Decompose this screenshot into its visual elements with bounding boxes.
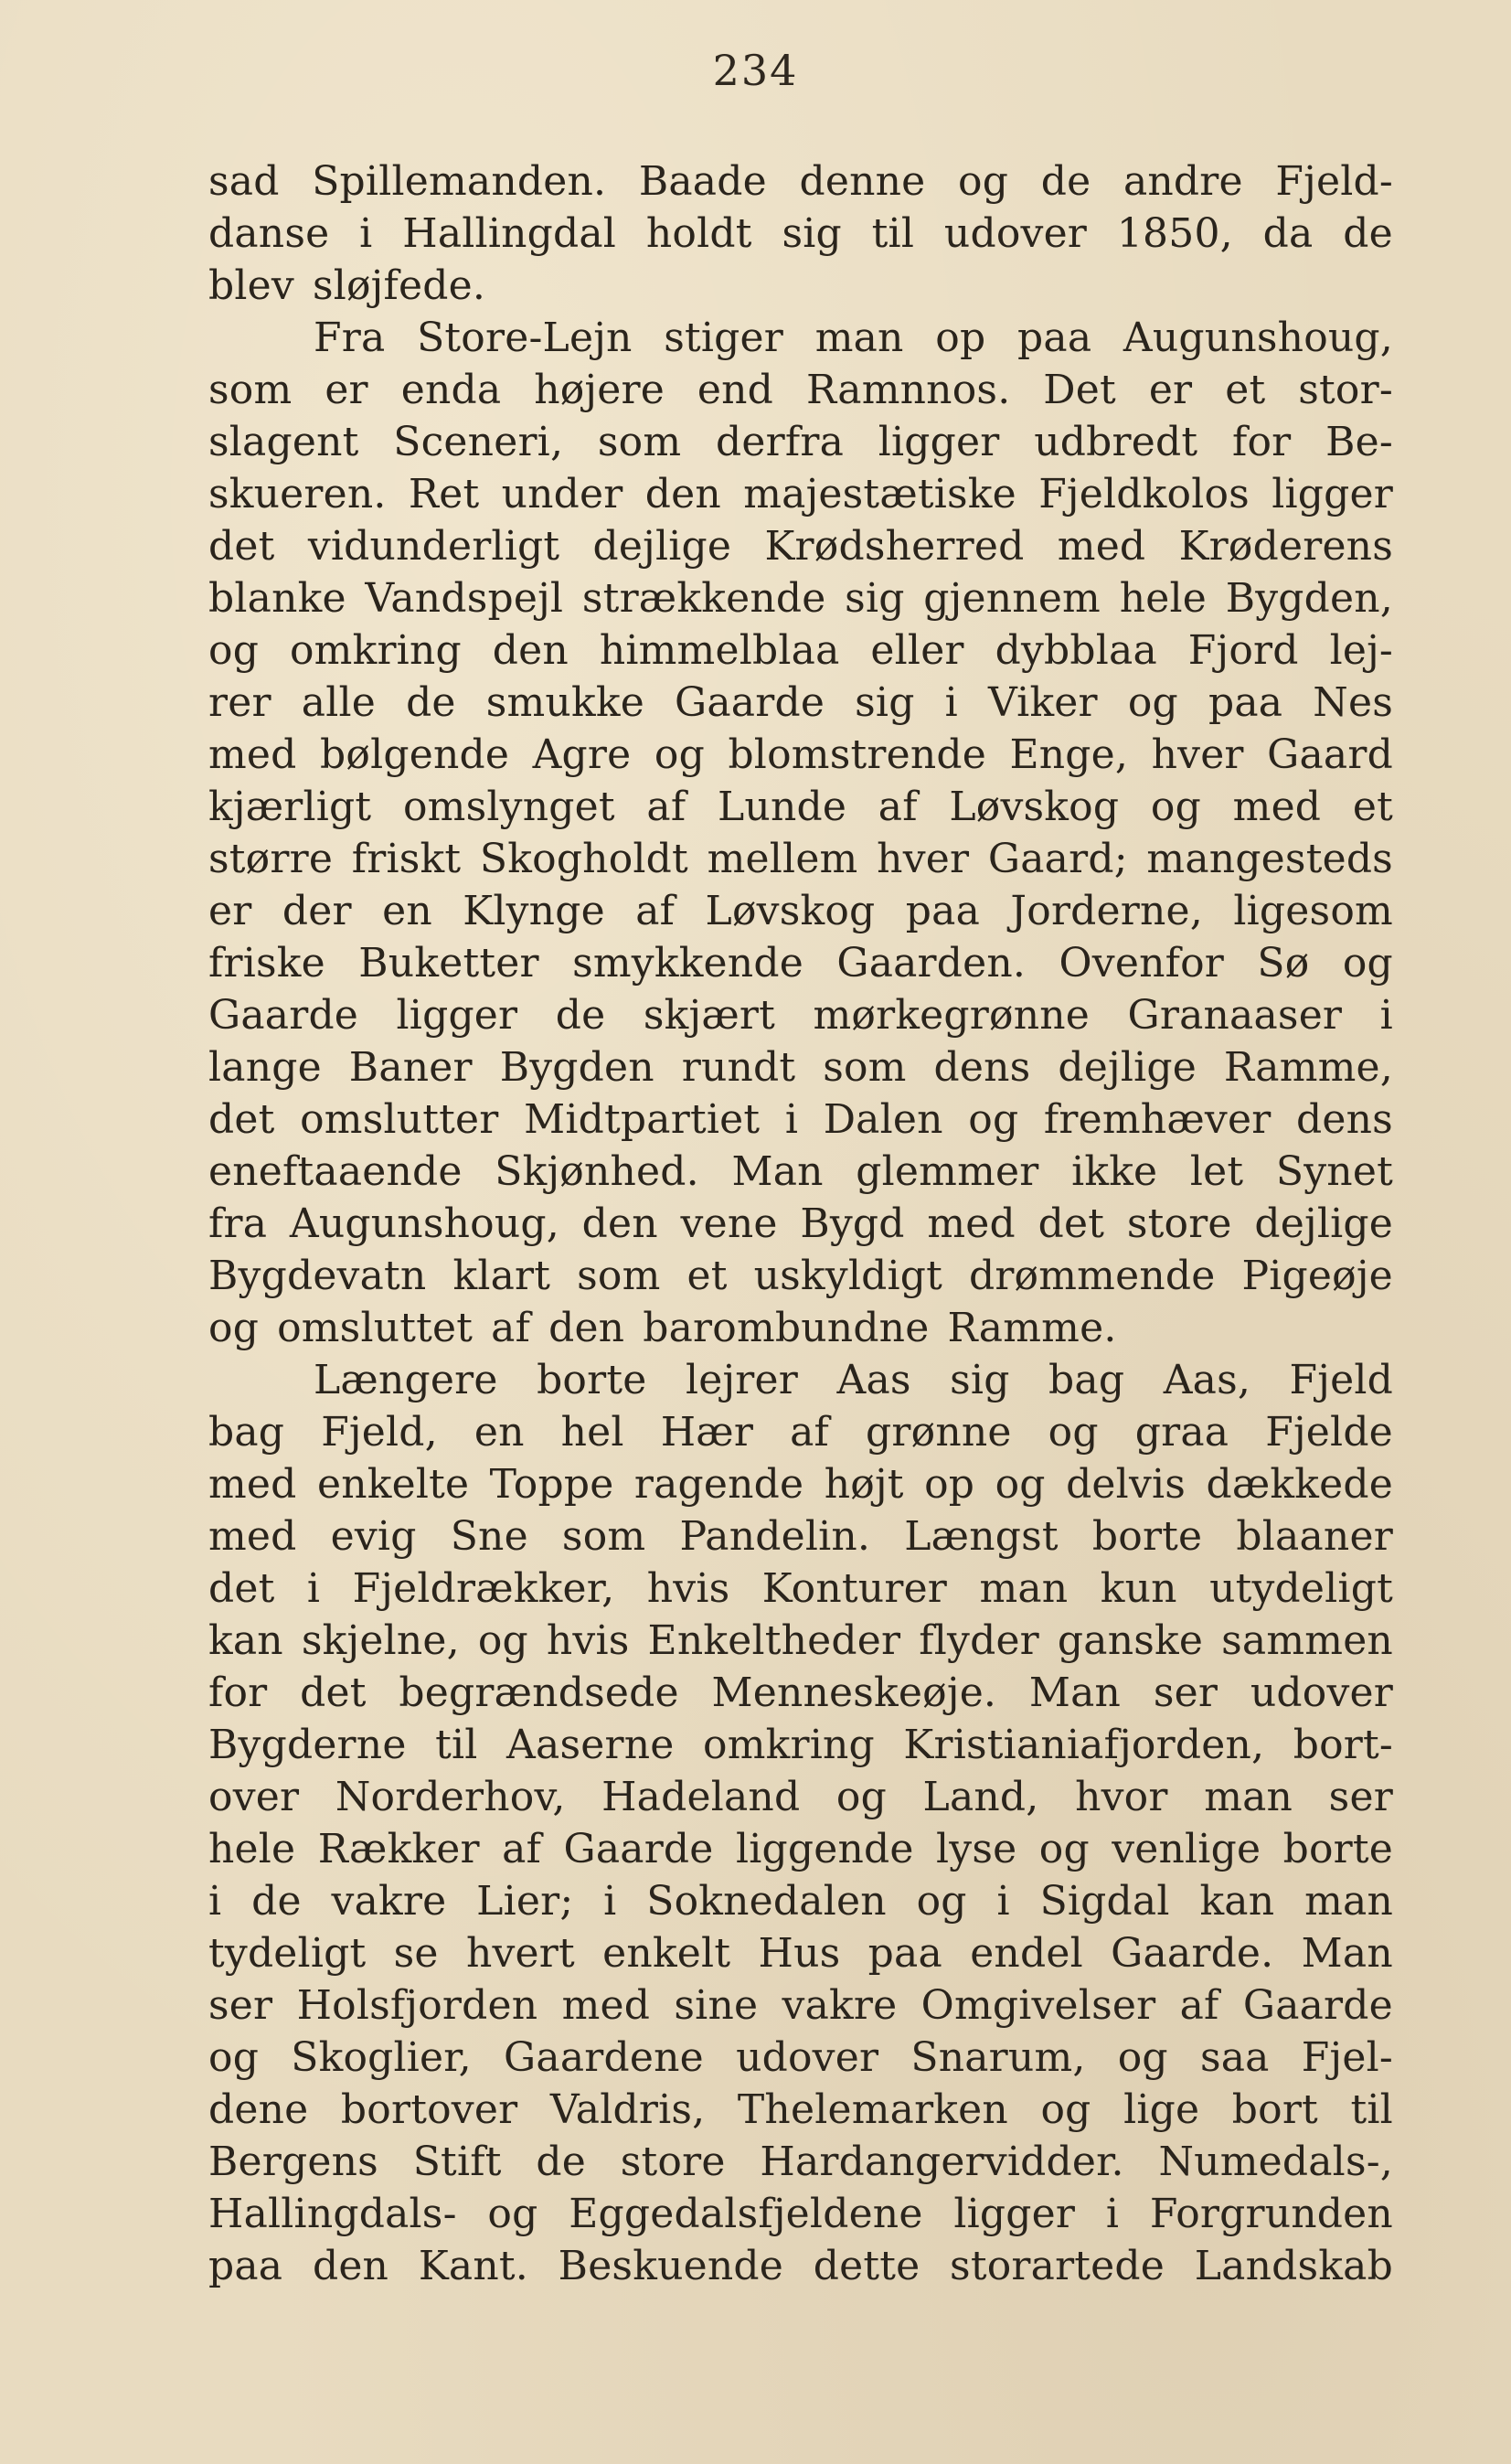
text-line: i de vakre Lier; i Soknedalen og i Sigdal kan man	[208, 1878, 1393, 1925]
text-line: Fra Store-Lejn stiger man op paa Augunshoug,	[314, 315, 1393, 361]
text-line: over Norderhov, Hadeland og Land, hvor man ser	[208, 1774, 1393, 1820]
text-line: kjærligt omslynget af Lunde af Løvskog og med et	[208, 784, 1393, 830]
text-line: større friskt Skogholdt mellem hver Gaard; mangesteds	[208, 836, 1393, 882]
text-line: rer alle de smukke Gaarde sig i Viker og paa Nes	[208, 679, 1393, 726]
text-line: blev sløjfede.	[208, 262, 486, 309]
text-line: Hallingdals- og Eggedalsfjeldene ligger i Forgrunden	[208, 2191, 1393, 2237]
text-line: eneftaaende Skjønhed. Man glemmer ikke let Synet	[208, 1148, 1393, 1195]
body-text	[208, 155, 1393, 2292]
text-line: danse i Hallingdal holdt sig til udover 1850, da de	[208, 210, 1393, 257]
text-line: er der en Klynge af Løvskog paa Jorderne, ligesom	[208, 888, 1393, 934]
text-line: Længere borte lejrer Aas sig bag Aas, Fjeld	[314, 1357, 1393, 1403]
text-line: og Skoglier, Gaardene udover Snarum, og saa Fjel-	[208, 2034, 1393, 2081]
text-line: lange Baner Bygden rundt som dens dejlige Ramme,	[208, 1044, 1393, 1091]
text-line: skueren. Ret under den majestætiske Fjeldkolos ligger	[208, 471, 1393, 517]
text-line: bag Fjeld, en hel Hær af grønne og graa Fjelde	[208, 1409, 1393, 1456]
text-line: Bergens Stift de store Hardangervidder. Numedals-,	[208, 2139, 1393, 2185]
text-line: blanke Vandspejl strækkende sig gjennem hele Bygden,	[208, 575, 1393, 622]
text-line: med bølgende Agre og blomstrende Enge, hver Gaard	[208, 731, 1393, 778]
text-line: Bygdevatn klart som et uskyldigt drømmende Pigeøje	[208, 1253, 1393, 1299]
text-line: slagent Sceneri, som derfra ligger udbredt for Be-	[208, 419, 1393, 465]
text-line: paa den Kant. Beskuende dette storartede Landskab	[208, 2243, 1393, 2289]
text-line: tydeligt se hvert enkelt Hus paa endel Gaarde. Man	[208, 1930, 1393, 1977]
text-line: for det begrændsede Menneskeøje. Man ser udover	[208, 1669, 1393, 1716]
text-line: sad Spillemanden. Baade denne og de andre Fjeld-	[208, 158, 1393, 205]
text-line: det vidunderligt dejlige Krødsherred med Krøderens	[208, 523, 1393, 570]
text-line: dene bortover Valdris, Thelemarken og lige bort til	[208, 2086, 1393, 2133]
text-line: det i Fjeldrækker, hvis Konturer man kun utydeligt	[208, 1565, 1393, 1612]
text-line: med enkelte Toppe ragende højt op og delvis dækkede	[208, 1461, 1393, 1508]
text-line: som er enda højere end Ramnnos. Det er et stor-	[208, 367, 1393, 413]
text-line: og omkring den himmelblaa eller dybblaa Fjord lej-	[208, 627, 1393, 674]
text-line: hele Rækker af Gaarde liggende lyse og venlige borte	[208, 1826, 1393, 1872]
text-line: Bygderne til Aaserne omkring Kristianiafjorden, bort-	[208, 1722, 1393, 1768]
text-line: det omslutter Midtpartiet i Dalen og fremhæver dens	[208, 1096, 1393, 1143]
text-line: friske Buketter smykkende Gaarden. Ovenfor Sø og	[208, 940, 1393, 987]
text-line: kan skjelne, og hvis Enkeltheder flyder ganske sammen	[208, 1617, 1393, 1664]
text-line: ser Holsfjorden med sine vakre Omgivelser af Gaarde	[208, 1982, 1393, 2029]
text-line: og omsluttet af den barombundne Ramme.	[208, 1305, 1117, 1351]
text-line: fra Augunshoug, den vene Bygd med det store dejlige	[208, 1200, 1393, 1247]
page-number: 234	[712, 46, 799, 95]
text-line: Gaarde ligger de skjært mørkegrønne Granaaser i	[208, 992, 1393, 1039]
text-line: med evig Sne som Pandelin. Længst borte blaaner	[208, 1513, 1393, 1560]
